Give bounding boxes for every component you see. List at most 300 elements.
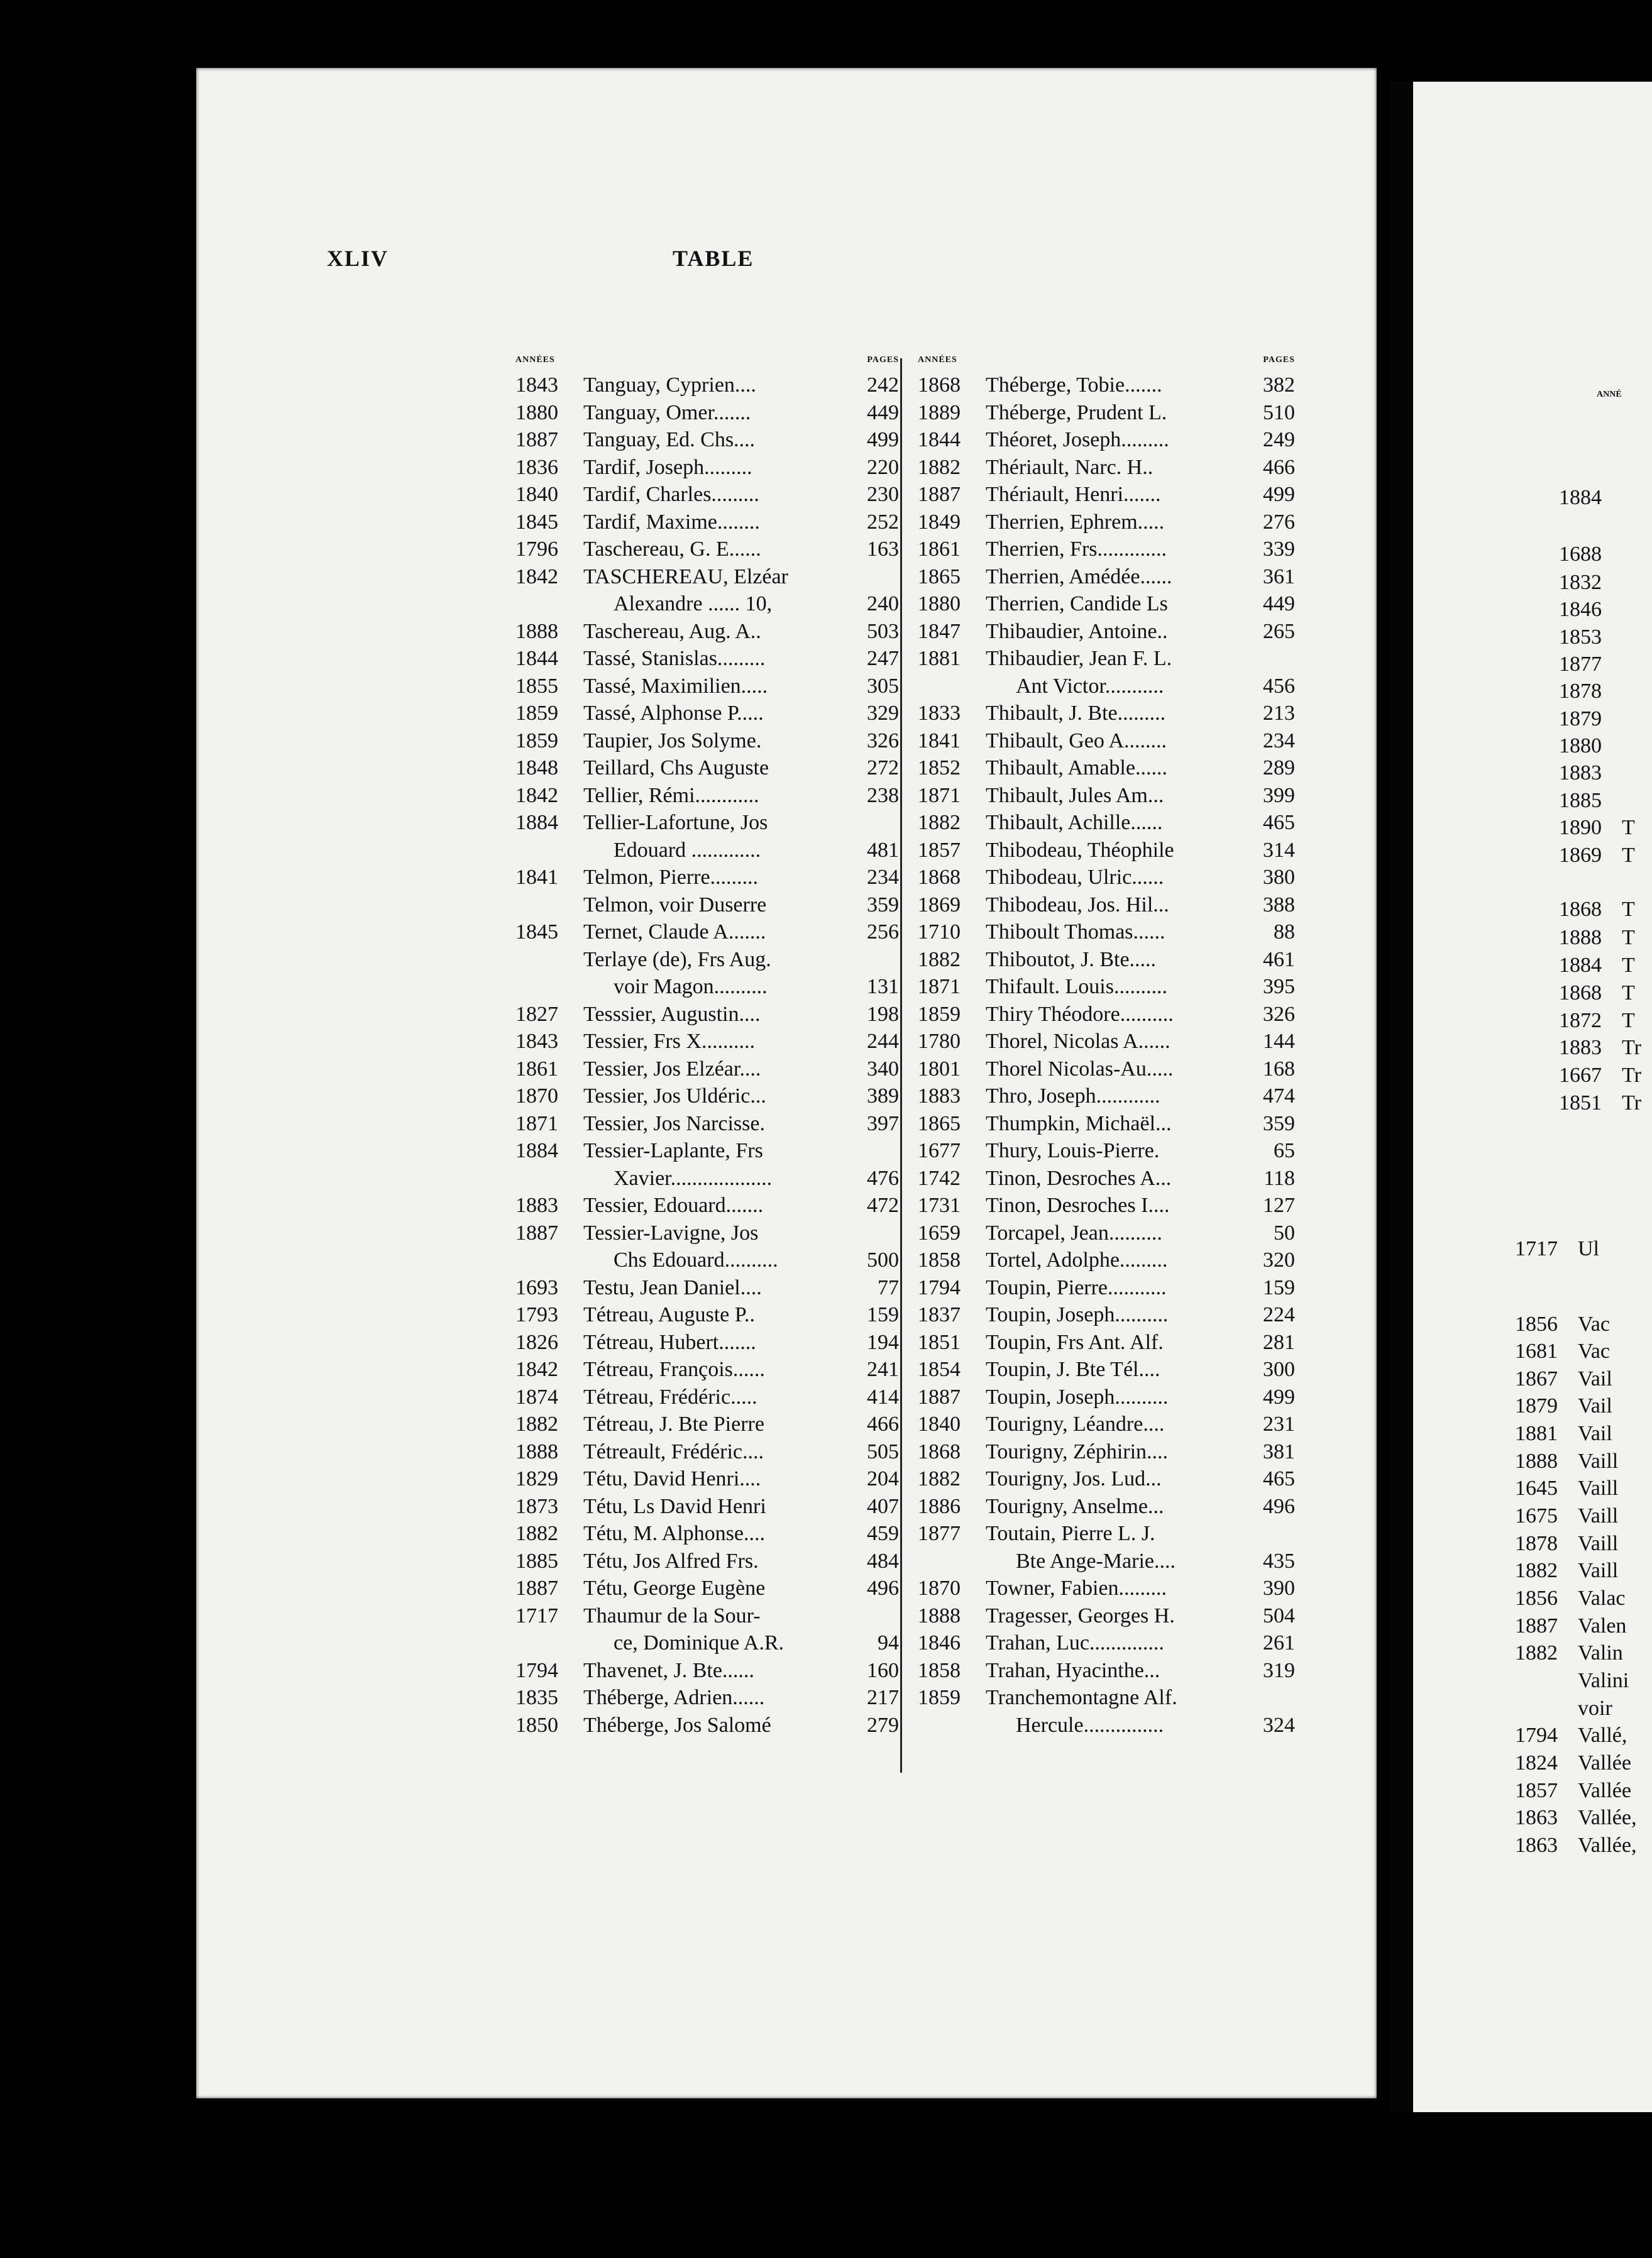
years-header: ANNÉES xyxy=(918,355,957,365)
entry-page: 194 xyxy=(867,1330,899,1354)
index-entry xyxy=(515,946,899,974)
entry-page: 499 xyxy=(867,428,899,451)
entry-name: Tragesser, Georges H. xyxy=(986,1604,1175,1627)
entry-year: 1846 xyxy=(1559,598,1602,621)
entry-page: 314 xyxy=(1263,838,1295,862)
index-entry xyxy=(515,782,899,810)
entry-page: 359 xyxy=(867,893,899,917)
entry-name: Tessier, Jos Uldéric... xyxy=(583,1084,766,1108)
entry-name: Tourigny, Léandre.... xyxy=(986,1413,1165,1436)
entry-name: Thiboutot, J. Bte..... xyxy=(986,947,1157,971)
index-entry xyxy=(918,481,1295,509)
entry-page: 382 xyxy=(1263,373,1295,397)
entry-year: 1868 xyxy=(1559,981,1602,1005)
entry-year: 1874 xyxy=(515,1385,558,1409)
index-entry xyxy=(515,1110,899,1138)
entry-name: Tessier, Jos Narcisse. xyxy=(583,1111,765,1135)
entry-page: 339 xyxy=(1263,537,1295,561)
entry-name: Tourigny, Zéphirin.... xyxy=(986,1440,1169,1463)
next-page-entry xyxy=(1515,1311,1652,1338)
entry-year: 1871 xyxy=(918,783,961,807)
entry-page: 326 xyxy=(1263,1002,1295,1026)
next-page-entry xyxy=(1559,952,1652,979)
index-entry xyxy=(918,918,1295,946)
entry-year: 1887 xyxy=(515,1577,558,1600)
entry-year: 1884 xyxy=(1559,486,1602,509)
entry-name: Terlaye (de), Frs Aug. xyxy=(583,947,771,971)
entry-name: T xyxy=(1622,816,1635,839)
index-entry xyxy=(918,426,1295,454)
entry-year: 1881 xyxy=(918,647,961,670)
entry-year: 1837 xyxy=(918,1303,961,1326)
entry-name: Ul xyxy=(1578,1237,1599,1260)
index-entry xyxy=(918,536,1295,563)
entry-name: Tanguay, Omer....... xyxy=(583,400,751,424)
index-entry xyxy=(515,1356,899,1384)
entry-year: 1859 xyxy=(515,702,558,725)
entry-name: Telmon, voir Duserre xyxy=(583,893,767,917)
index-entry xyxy=(515,509,899,536)
index-entry xyxy=(918,1192,1295,1220)
entry-year: 1882 xyxy=(918,811,961,834)
entry-year: 1887 xyxy=(1515,1614,1558,1638)
entry-year: 1844 xyxy=(918,428,961,451)
entry-page: 320 xyxy=(1263,1248,1295,1272)
entry-year: 1853 xyxy=(1559,625,1602,649)
index-entry xyxy=(918,1110,1295,1138)
entry-page: 499 xyxy=(1263,483,1295,506)
entry-year: 1890 xyxy=(1559,816,1602,839)
index-entry xyxy=(918,1629,1295,1657)
index-entry xyxy=(515,673,899,700)
entry-name: Thavenet, J. Bte...... xyxy=(583,1658,754,1682)
entry-name: Thifault. Louis.......... xyxy=(986,975,1167,998)
entry-year: 1836 xyxy=(515,455,558,479)
entry-year: 1869 xyxy=(918,893,961,917)
entry-page: 466 xyxy=(1263,455,1295,479)
entry-name: Tourigny, Anselme... xyxy=(986,1494,1164,1518)
entry-page: 88 xyxy=(1274,920,1295,944)
index-entry xyxy=(515,536,899,563)
entry-name: Vallée, xyxy=(1578,1834,1637,1857)
index-entry xyxy=(918,754,1295,782)
entry-year: 1858 xyxy=(918,1248,961,1272)
entry-name: Tessier, Jos Elzéar.... xyxy=(583,1057,761,1081)
entry-year: 1842 xyxy=(515,564,558,588)
index-column-right xyxy=(918,355,1295,1739)
entry-year: 1659 xyxy=(918,1221,961,1245)
entry-name: Thériault, Narc. H.. xyxy=(986,455,1154,479)
entry-page: 399 xyxy=(1263,783,1295,807)
entry-year: 1857 xyxy=(918,838,961,862)
entry-year: 1856 xyxy=(1515,1587,1558,1610)
entry-year: 1888 xyxy=(1515,1450,1558,1473)
entry-name: T xyxy=(1622,954,1635,977)
entry-name: Vaill xyxy=(1578,1450,1619,1473)
index-entry xyxy=(515,1001,899,1028)
next-page-entry xyxy=(1559,924,1652,952)
entry-year: 1731 xyxy=(918,1194,961,1217)
entry-name: Therrien, Candide Ls xyxy=(986,592,1168,615)
entry-year: 1879 xyxy=(1515,1394,1558,1418)
entry-year: 1845 xyxy=(515,510,558,534)
next-page-entry xyxy=(1515,1420,1652,1448)
entry-year: 1873 xyxy=(515,1494,558,1518)
next-page-entry xyxy=(1559,787,1652,815)
entry-name: Tétu, M. Alphonse.... xyxy=(583,1522,765,1545)
entry-page: 242 xyxy=(867,373,899,397)
entry-name: Teillard, Chs Auguste xyxy=(583,756,769,779)
entry-year: 1878 xyxy=(1559,680,1602,703)
entry-name: Tinon, Desroches I.... xyxy=(986,1194,1170,1217)
entry-year: 1848 xyxy=(515,756,558,779)
entry-name: Tassé, Alphonse P..... xyxy=(583,702,764,725)
entry-year: 1888 xyxy=(515,1440,558,1463)
entry-name: Testu, Jean Daniel.... xyxy=(583,1275,762,1299)
index-entry xyxy=(515,1055,899,1083)
entry-name: T xyxy=(1622,1009,1635,1032)
index-entry xyxy=(918,837,1295,864)
entry-year: 1884 xyxy=(515,811,558,834)
entry-page: 77 xyxy=(878,1275,899,1299)
entry-year: 1880 xyxy=(918,592,961,615)
entry-year: 1844 xyxy=(515,647,558,670)
index-entry xyxy=(918,1602,1295,1630)
index-entry xyxy=(515,1520,899,1548)
entry-year: 1796 xyxy=(515,537,558,561)
entry-page: 361 xyxy=(1263,564,1295,588)
entry-year: 1884 xyxy=(1559,954,1602,977)
entry-page: 265 xyxy=(1263,619,1295,643)
next-page-entry xyxy=(1515,1749,1652,1777)
entry-name: Taupier, Jos Solyme. xyxy=(583,729,762,752)
index-entry xyxy=(918,1082,1295,1110)
entry-page: 238 xyxy=(867,783,899,807)
entry-page: 144 xyxy=(1263,1030,1295,1053)
entry-page: 476 xyxy=(867,1166,899,1190)
entry-name: Telmon, Pierre......... xyxy=(583,866,759,889)
entry-page: 465 xyxy=(1263,1467,1295,1490)
entry-year: 1868 xyxy=(1559,898,1602,921)
entry-name: Thaumur de la Sour- xyxy=(583,1604,761,1627)
entry-page: 449 xyxy=(867,400,899,424)
index-entry xyxy=(515,590,899,618)
entry-year: 1868 xyxy=(918,866,961,889)
next-page-entry xyxy=(1515,1338,1652,1365)
entry-year: 1842 xyxy=(515,1358,558,1381)
page-folio: XLIV xyxy=(327,246,389,271)
entry-year: 1681 xyxy=(1515,1340,1558,1363)
entry-page: 213 xyxy=(1263,702,1295,725)
entry-year: 1879 xyxy=(1559,707,1602,730)
column-header xyxy=(515,355,899,372)
entry-name: Tourigny, Jos. Lud... xyxy=(986,1467,1162,1490)
next-page-entry xyxy=(1515,1832,1652,1859)
entry-page: 435 xyxy=(1263,1549,1295,1573)
entry-page: 65 xyxy=(1274,1139,1295,1162)
entry-name: ce, Dominique A.R. xyxy=(614,1631,785,1655)
entry-name: Tétu, George Eugène xyxy=(583,1577,766,1600)
next-page-entry xyxy=(1559,484,1652,512)
entry-name: Tinon, Desroches A... xyxy=(986,1166,1172,1190)
entry-year: 1843 xyxy=(515,373,558,397)
next-page-entry xyxy=(1515,1722,1652,1749)
entry-page: 449 xyxy=(1263,592,1295,615)
entry-name: Taschereau, G. E...... xyxy=(583,537,761,561)
entry-year: 1883 xyxy=(918,1084,961,1108)
entry-year: 1667 xyxy=(1559,1064,1602,1087)
entry-name: Tessier-Lavigne, Jos xyxy=(583,1221,759,1245)
index-rows-right xyxy=(918,372,1295,1739)
entry-name: Thiboult Thomas...... xyxy=(986,920,1165,944)
entry-name: Thibault, Amable...... xyxy=(986,756,1167,779)
next-page-entry xyxy=(1559,1034,1652,1062)
entry-year: 1882 xyxy=(1515,1559,1558,1582)
index-entry xyxy=(918,454,1295,482)
entry-page: 127 xyxy=(1263,1194,1295,1217)
next-page-entry xyxy=(1515,1448,1652,1475)
entry-name: Vaill xyxy=(1578,1477,1619,1500)
entry-name: Thro, Joseph............ xyxy=(986,1084,1160,1108)
next-page-entry xyxy=(1559,624,1652,651)
entry-name: Théberge, Adrien...... xyxy=(583,1686,765,1709)
entry-year: 1889 xyxy=(918,400,961,424)
entry-year: 1854 xyxy=(918,1358,961,1381)
entry-page: 503 xyxy=(867,619,899,643)
entry-name: Ant Victor........... xyxy=(1016,674,1164,698)
entry-page: 289 xyxy=(1263,756,1295,779)
entry-name: Thury, Louis-Pierre. xyxy=(986,1139,1160,1162)
entry-page: 160 xyxy=(867,1658,899,1682)
entry-page: 50 xyxy=(1274,1221,1295,1245)
index-entry xyxy=(515,1247,899,1274)
next-page-entry xyxy=(1559,896,1652,923)
entry-name: Vallé, xyxy=(1578,1724,1627,1747)
next-page-entry xyxy=(1515,1804,1652,1832)
index-entry xyxy=(515,399,899,427)
index-entry xyxy=(918,1548,1295,1575)
entry-page: 159 xyxy=(867,1303,899,1326)
entry-name: Therrien, Ephrem..... xyxy=(986,510,1165,534)
entry-page: 414 xyxy=(867,1385,899,1409)
entry-name: Xavier................... xyxy=(614,1166,773,1190)
entry-name: Tétreau, Frédéric..... xyxy=(583,1385,757,1409)
entry-name: Valac xyxy=(1578,1587,1626,1610)
entry-name: Alexandre ...... 10, xyxy=(614,592,773,615)
entry-name: Valini xyxy=(1578,1669,1629,1692)
index-entry xyxy=(918,1657,1295,1685)
entry-year: 1880 xyxy=(1559,734,1602,757)
entry-year: 1861 xyxy=(918,537,961,561)
index-entry xyxy=(918,973,1295,1001)
entry-name: Edouard ............. xyxy=(614,838,761,862)
entry-page: 241 xyxy=(867,1358,899,1381)
entry-name: Thiry Théodore.......... xyxy=(986,1002,1174,1026)
entry-page: 247 xyxy=(867,647,899,670)
entry-name: Vail xyxy=(1578,1422,1612,1445)
next-page-entry xyxy=(1515,1365,1652,1393)
entry-name: Tétreault, Frédéric.... xyxy=(583,1440,764,1463)
entry-page: 224 xyxy=(1263,1303,1295,1326)
entry-name: Thumpkin, Michaël... xyxy=(986,1111,1172,1135)
entry-name: T xyxy=(1622,981,1635,1005)
entry-name: Tassé, Maximilien..... xyxy=(583,674,768,698)
entry-page: 466 xyxy=(867,1413,899,1436)
entry-year: 1886 xyxy=(918,1494,961,1518)
entry-year: 1882 xyxy=(918,947,961,971)
entry-page: 220 xyxy=(867,455,899,479)
entry-year: 1861 xyxy=(515,1057,558,1081)
index-entry xyxy=(515,1028,899,1055)
entry-year: 1877 xyxy=(918,1522,961,1545)
entry-year: 1882 xyxy=(918,1467,961,1490)
entry-name: Toupin, J. Bte Tél.... xyxy=(986,1358,1160,1381)
entry-page: 261 xyxy=(1263,1631,1295,1655)
index-entry xyxy=(918,1220,1295,1247)
entry-name: Chs Edouard.......... xyxy=(614,1248,778,1272)
entry-page: 474 xyxy=(1263,1084,1295,1108)
entry-year: 1851 xyxy=(918,1330,961,1354)
entry-page: 395 xyxy=(1263,975,1295,998)
entry-year: 1827 xyxy=(515,1002,558,1026)
entry-name: Tellier-Lafortune, Jos xyxy=(583,811,768,834)
index-entry xyxy=(918,1028,1295,1055)
page-header xyxy=(327,239,955,277)
next-years-header: ANNÉ xyxy=(1597,390,1622,399)
entry-name: Thibault, Achille...... xyxy=(986,811,1163,834)
index-entry xyxy=(515,481,899,509)
entry-year: 1888 xyxy=(515,619,558,643)
entry-name: Vac xyxy=(1578,1340,1610,1363)
entry-year: 1888 xyxy=(918,1604,961,1627)
entry-page: 244 xyxy=(867,1030,899,1053)
index-entry xyxy=(918,1356,1295,1384)
entry-page: 240 xyxy=(867,592,899,615)
index-entry xyxy=(918,1575,1295,1602)
entry-year: 1843 xyxy=(515,1030,558,1053)
entry-name: Hercule............... xyxy=(1016,1713,1164,1737)
next-page-entry xyxy=(1515,1612,1652,1640)
entry-year: 1865 xyxy=(918,1111,961,1135)
next-page-entry xyxy=(1515,1695,1652,1722)
entry-name: Valin xyxy=(1578,1641,1623,1665)
index-entry xyxy=(918,645,1295,673)
entry-page: 234 xyxy=(1263,729,1295,752)
entry-name: Tétreau, François...... xyxy=(583,1358,765,1381)
next-page-entry xyxy=(1515,1235,1652,1263)
entry-year: 1883 xyxy=(1559,1036,1602,1059)
index-entry xyxy=(515,754,899,782)
entry-name: Tr xyxy=(1622,1064,1641,1087)
next-page-entry xyxy=(1515,1557,1652,1585)
index-entry xyxy=(918,700,1295,727)
entry-name: Tessier, Frs X.......... xyxy=(583,1030,755,1053)
entry-name: Vac xyxy=(1578,1313,1610,1336)
index-entry xyxy=(515,864,899,891)
entry-year: 1859 xyxy=(918,1002,961,1026)
entry-year: 1878 xyxy=(1515,1532,1558,1555)
entry-name: voir Magon.......... xyxy=(614,975,768,998)
entry-year: 1863 xyxy=(1515,1834,1558,1857)
entry-year: 1710 xyxy=(918,920,961,944)
entry-year: 1883 xyxy=(515,1194,558,1217)
index-entry xyxy=(918,372,1295,399)
entry-name: Thibodeau, Jos. Hil... xyxy=(986,893,1169,917)
entry-page: 380 xyxy=(1263,866,1295,889)
entry-page: 168 xyxy=(1263,1057,1295,1081)
entry-year: 1688 xyxy=(1559,542,1602,566)
next-page-entry xyxy=(1515,1585,1652,1612)
pages-header: PAGES xyxy=(1263,355,1295,365)
entry-page: 340 xyxy=(867,1057,899,1081)
index-entry xyxy=(918,1438,1295,1466)
page-title: TABLE xyxy=(673,246,754,271)
entry-year: 1794 xyxy=(515,1658,558,1682)
entry-page: 198 xyxy=(867,1002,899,1026)
entry-year: 1858 xyxy=(918,1658,961,1682)
entry-year: 1882 xyxy=(515,1522,558,1545)
index-entry xyxy=(918,673,1295,700)
index-entry xyxy=(515,618,899,646)
index-entry xyxy=(918,1165,1295,1192)
entry-year: 1841 xyxy=(515,866,558,889)
entry-name: Tétreau, Hubert....... xyxy=(583,1330,756,1354)
next-page-fragment xyxy=(1389,82,1652,2112)
entry-name: Thibodeau, Théophile xyxy=(986,838,1174,862)
entry-page: 505 xyxy=(867,1440,899,1463)
index-entry xyxy=(515,727,899,755)
entry-name: Tassé, Stanislas......... xyxy=(583,647,766,670)
entry-year: 1829 xyxy=(515,1467,558,1490)
entry-year: 1826 xyxy=(515,1330,558,1354)
next-page-entry xyxy=(1559,1007,1652,1035)
next-page-entry xyxy=(1559,569,1652,597)
entry-year: 1883 xyxy=(1559,761,1602,785)
entry-page: 204 xyxy=(867,1467,899,1490)
index-entry xyxy=(918,1684,1295,1712)
entry-name: Taschereau, Aug. A.. xyxy=(583,619,761,643)
index-entry xyxy=(515,1384,899,1411)
index-entry xyxy=(918,563,1295,591)
entry-page: 500 xyxy=(867,1248,899,1272)
entry-page: 118 xyxy=(1264,1166,1295,1190)
entry-page: 326 xyxy=(867,729,899,752)
index-entry xyxy=(918,1411,1295,1438)
entry-name: Tétreau, Auguste P.. xyxy=(583,1303,755,1326)
index-entry xyxy=(515,563,899,591)
index-entry xyxy=(918,1301,1295,1329)
entry-year: 1846 xyxy=(918,1631,961,1655)
entry-page: 359 xyxy=(1263,1111,1295,1135)
entry-name: Vaill xyxy=(1578,1504,1619,1528)
index-entry xyxy=(515,1602,899,1630)
entry-year: 1693 xyxy=(515,1275,558,1299)
entry-name: Tétreau, J. Bte Pierre xyxy=(583,1413,764,1436)
index-entry xyxy=(918,1274,1295,1302)
next-page-entry xyxy=(1559,596,1652,624)
entry-name: Therrien, Amédée...... xyxy=(986,564,1172,588)
entry-page: 256 xyxy=(867,920,899,944)
entry-name: Toupin, Pierre........... xyxy=(986,1275,1167,1299)
entry-page: 234 xyxy=(867,866,899,889)
next-page-entry xyxy=(1559,759,1652,787)
entry-name: Trahan, Luc.............. xyxy=(986,1631,1164,1655)
index-entry xyxy=(918,727,1295,755)
entry-year: 1887 xyxy=(918,1385,961,1409)
entry-name: Thibaudier, Antoine.. xyxy=(986,619,1168,643)
entry-name: Théberge, Prudent L. xyxy=(986,400,1167,424)
entry-page: 484 xyxy=(867,1549,899,1573)
